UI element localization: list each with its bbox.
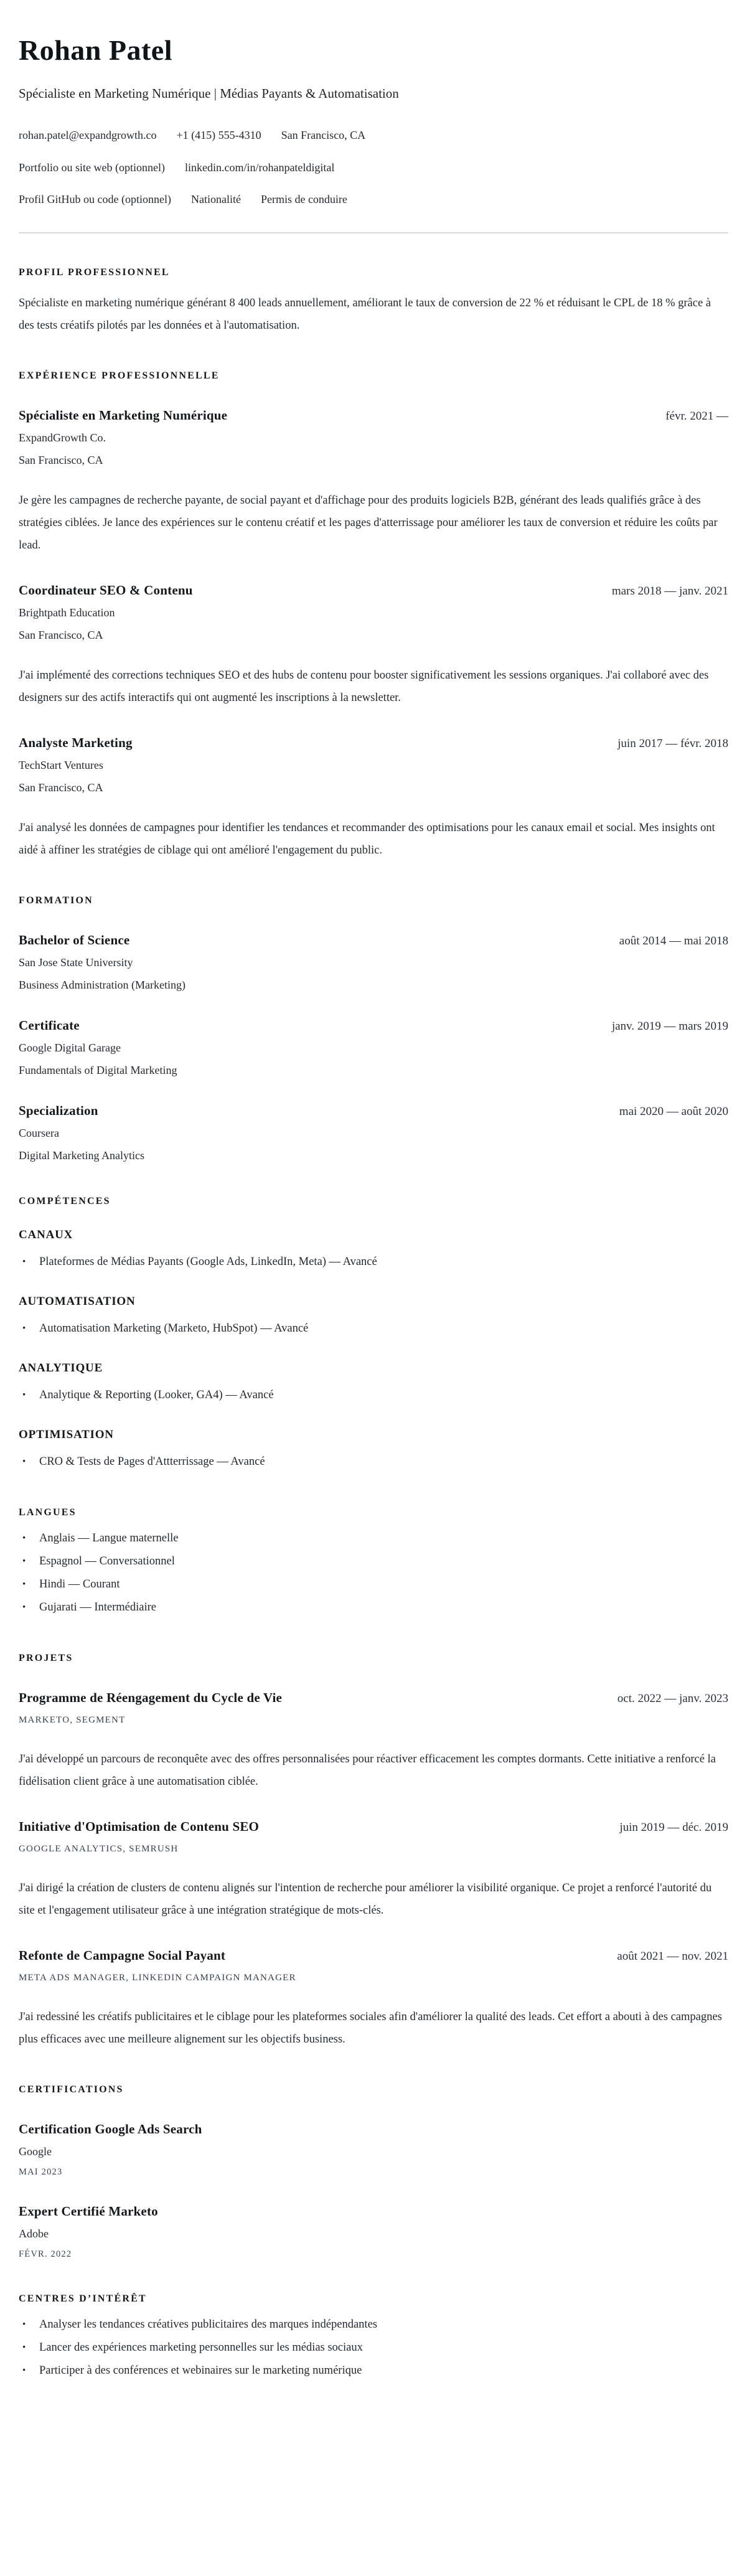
- certification-issuer: Adobe: [19, 2227, 49, 2240]
- skill-category-name: CANAUX: [19, 1228, 73, 1241]
- job-location: San Francisco, CA: [19, 628, 103, 641]
- job-dates: févr. 2021 —: [665, 409, 728, 423]
- certification-date: FÉVR. 2022: [19, 2249, 72, 2259]
- education-school: San Jose State University: [19, 956, 133, 969]
- project-entry: [19, 1948, 728, 2051]
- skill-category-name: OPTIMISATION: [19, 1427, 114, 1441]
- education-heading: FORMATION: [19, 895, 93, 906]
- project-description: J'ai redessiné les créatifs publicitaires et le ciblage pour les plateformes sociales afin d'améliorer la qualité des leads. Cet effort a abouti à des campagnes plus efficaces avec une meilleure alignement sur les objectifs business.: [19, 2010, 722, 2046]
- certification-entry: [19, 2122, 728, 2178]
- job-company: ExpandGrowth Co.: [19, 431, 106, 444]
- section-skills: [19, 1196, 728, 1474]
- education-entry: [19, 1018, 728, 1077]
- education-degree: Bachelor of Science: [19, 932, 130, 947]
- education-head: [19, 1103, 728, 1119]
- experience-heading: EXPÉRIENCE PROFESSIONNELLE: [19, 370, 220, 381]
- job-description: Je gère les campagnes de recherche payante, de social payant et d'affichage pour des produits logiciels B2B, générant des leads qualifiés grâce à des stratégies ciblées. Je lance des expériences sur le contenu créatif et les pages d'atterrissage pour améliorer les taux de conversion et réduire les coûts par lead.: [19, 494, 718, 552]
- job-entry: [19, 735, 728, 862]
- skill-item: • CRO & Tests de Pages d'Attterrissage — Avancé: [19, 1450, 728, 1474]
- skill-list: [19, 1317, 728, 1340]
- language-list: [19, 1527, 728, 1619]
- project-dates: oct. 2022 — janv. 2023: [617, 1691, 728, 1705]
- interests-heading: CENTRES D’INTÉRÊT: [19, 2293, 147, 2304]
- language-item: • Gujarati — Intermédiaire: [19, 1596, 728, 1619]
- contact-portfolio-label: Portfolio ou site web (optionnel): [19, 161, 165, 174]
- project-entry: [19, 1819, 728, 1922]
- skill-list: [19, 1384, 728, 1407]
- job-dates: mars 2018 — janv. 2021: [611, 584, 728, 598]
- education-degree: Specialization: [19, 1102, 98, 1118]
- job-location: San Francisco, CA: [19, 781, 103, 794]
- project-title: Refonte de Campagne Social Payant: [19, 1947, 226, 1963]
- job-title: Spécialiste en Marketing Numérique: [19, 407, 228, 423]
- skill-category: [19, 1295, 728, 1340]
- skill-category: [19, 1428, 728, 1474]
- job-description: J'ai implémenté des corrections techniques SEO et des hubs de contenu pour booster significativement les sessions organiques. J'ai collaboré avec des designers sur des actifs interactifs qui ont augmenté les inscriptions à la newsletter.: [19, 669, 709, 704]
- education-dates: janv. 2019 — mars 2019: [611, 1019, 728, 1033]
- projects-heading: PROJETS: [19, 1652, 73, 1663]
- profile-text: Spécialiste en marketing numérique générant 8 400 leads annuellement, améliorant le taux de conversion de 22 % et réduisant le CPL de 18 % grâce à des tests créatifs pilotés par les données et à l'automatisation.: [19, 296, 712, 332]
- contact-license-label: Permis de conduire: [260, 193, 347, 206]
- language-item: • Hindi — Courant: [19, 1573, 728, 1596]
- certification-date: MAI 2023: [19, 2166, 63, 2177]
- resume-header: [19, 35, 728, 233]
- section-experience: [19, 370, 728, 862]
- project-title: Initiative d'Optimisation de Contenu SEO: [19, 1818, 260, 1834]
- project-tools: MARKETO, SEGMENT: [19, 1714, 126, 1725]
- section-interests: [19, 2293, 728, 2382]
- job-title: Analyste Marketing: [19, 735, 133, 750]
- contact-phone: +1 (415) 555-4310: [176, 128, 261, 141]
- project-description: J'ai dirigé la création de clusters de contenu alignés sur l'intention de recherche pour améliorer la visibilité organique. Ce projet a renforcé l'autorité du site et l'engagement utilisateur grâce à une intégration stratégique de mots-clés.: [19, 1881, 712, 1917]
- section-certifications: [19, 2084, 728, 2260]
- education-entry: [19, 1103, 728, 1162]
- section-languages: [19, 1507, 728, 1619]
- project-dates: août 2021 — nov. 2021: [617, 1949, 728, 1963]
- skill-list: [19, 1251, 728, 1274]
- certification-name: Certification Google Ads Search: [19, 2121, 202, 2136]
- education-field: Digital Marketing Analytics: [19, 1149, 144, 1162]
- skill-category-name: AUTOMATISATION: [19, 1294, 136, 1308]
- project-tools: GOOGLE ANALYTICS, SEMRUSH: [19, 1843, 179, 1854]
- education-field: Fundamentals of Digital Marketing: [19, 1063, 177, 1076]
- interest-item: • Participer à des conférences et webinaires sur le marketing numérique: [19, 2359, 728, 2382]
- header-divider: [19, 232, 728, 233]
- skill-list: [19, 1450, 728, 1474]
- section-education: [19, 895, 728, 1162]
- skill-item: • Analytique & Reporting (Looker, GA4) — Avancé: [19, 1384, 728, 1407]
- education-dates: mai 2020 — août 2020: [619, 1104, 728, 1118]
- education-head: [19, 1018, 728, 1033]
- project-title: Programme de Réengagement du Cycle de Vie: [19, 1690, 283, 1705]
- section-profile: [19, 267, 728, 337]
- job-head: [19, 583, 728, 598]
- language-item: • Espagnol — Conversationnel: [19, 1550, 728, 1573]
- contact-email: rohan.patel@expandgrowth.co: [19, 128, 157, 141]
- skill-item: • Automatisation Marketing (Marketo, HubSpot) — Avancé: [19, 1317, 728, 1340]
- job-title: Coordinateur SEO & Contenu: [19, 582, 193, 598]
- contact-row-1: [19, 129, 728, 142]
- project-description: J'ai développé un parcours de reconquête avec des offres personnalisées pour réactiver efficacement les comptes dormants. Cette initiative a renforcé la fidélisation client grâce à une automatisation ciblée.: [19, 1752, 716, 1788]
- education-degree: Certificate: [19, 1017, 80, 1033]
- interest-list: [19, 2313, 728, 2382]
- job-location: San Francisco, CA: [19, 453, 103, 466]
- contact-location: San Francisco, CA: [281, 128, 366, 141]
- project-entry: [19, 1690, 728, 1793]
- contact-row-2: [19, 161, 728, 174]
- skill-category: [19, 1361, 728, 1407]
- education-school: Google Digital Garage: [19, 1041, 121, 1054]
- job-entry: [19, 408, 728, 557]
- education-field: Business Administration (Marketing): [19, 978, 186, 991]
- certification-issuer: Google: [19, 2145, 52, 2158]
- language-item: • Anglais — Langue maternelle: [19, 1527, 728, 1550]
- project-tools: META ADS MANAGER, LINKEDIN CAMPAIGN MANAGER: [19, 1972, 296, 1983]
- skill-item: • Plateformes de Médias Payants (Google Ads, LinkedIn, Meta) — Avancé: [19, 1251, 728, 1274]
- interest-item: • Lancer des expériences marketing personnelles sur les médias sociaux: [19, 2336, 728, 2359]
- profile-heading: PROFIL PROFESSIONNEL: [19, 266, 170, 278]
- skills-heading: COMPÉTENCES: [19, 1195, 111, 1206]
- certification-name: Expert Certifié Marketo: [19, 2203, 158, 2219]
- project-head: [19, 1948, 728, 1963]
- certifications-heading: CERTIFICATIONS: [19, 2084, 124, 2095]
- section-projects: [19, 1653, 728, 2051]
- languages-heading: LANGUES: [19, 1507, 77, 1518]
- skill-category: [19, 1228, 728, 1274]
- education-head: [19, 933, 728, 948]
- certification-entry: [19, 2204, 728, 2260]
- education-school: Coursera: [19, 1126, 59, 1139]
- candidate-name: Rohan Patel: [19, 34, 172, 66]
- candidate-headline: Spécialiste en Marketing Numérique | Médias Payants & Automatisation: [19, 85, 399, 101]
- interest-item: • Analyser les tendances créatives publicitaires des marques indépendantes: [19, 2313, 728, 2336]
- education-dates: août 2014 — mai 2018: [619, 934, 728, 947]
- job-company: Brightpath Education: [19, 606, 115, 619]
- contact-linkedin: linkedin.com/in/rohanpateldigital: [184, 161, 335, 174]
- project-head: [19, 1819, 728, 1835]
- education-entry: [19, 933, 728, 992]
- skill-category-name: ANALYTIQUE: [19, 1361, 103, 1375]
- contact-nationality-label: Nationalité: [190, 193, 241, 206]
- job-entry: [19, 583, 728, 709]
- contact-github-label: Profil GitHub ou code (optionnel): [19, 193, 171, 206]
- job-dates: juin 2017 — févr. 2018: [618, 736, 728, 750]
- job-company: TechStart Ventures: [19, 758, 103, 771]
- job-description: J'ai analysé les données de campagnes pour identifier les tendances et recommander des optimisations pour les canaux email et social. Mes insights ont aidé à affiner les stratégies de ciblage qui ont amélioré l'engagement du public.: [19, 821, 715, 857]
- project-dates: juin 2019 — déc. 2019: [619, 1820, 728, 1834]
- contact-row-3: [19, 193, 728, 206]
- job-head: [19, 408, 728, 423]
- job-head: [19, 735, 728, 751]
- project-head: [19, 1690, 728, 1706]
